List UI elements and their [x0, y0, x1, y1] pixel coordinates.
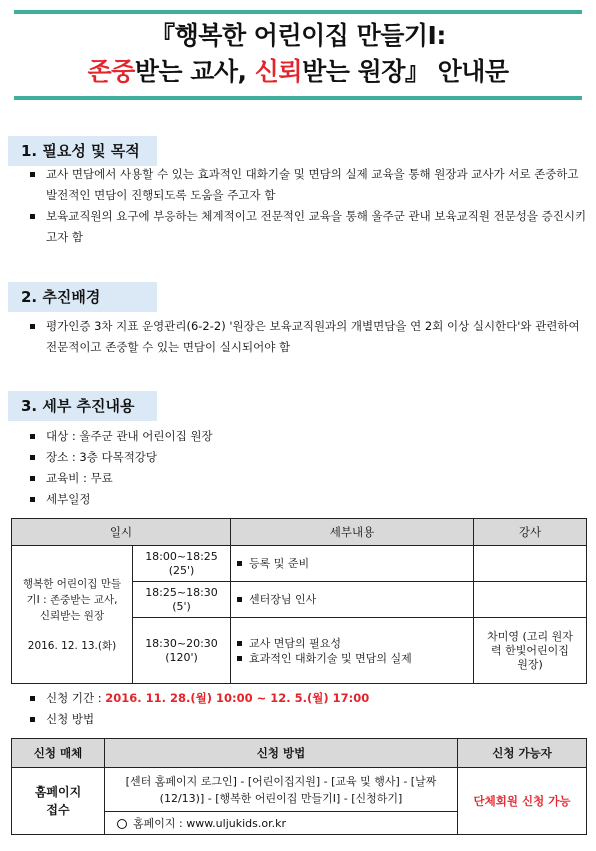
homepage-link[interactable]: www.uljukids.or.kr [186, 817, 287, 830]
title-text-b: 받는 원장』 안내문 [302, 57, 509, 86]
instructor-cell [474, 582, 587, 618]
square-bullet-icon [30, 324, 35, 329]
apply-eligible-cell: 단체회원 신청 가능 [458, 768, 587, 835]
application-table [11, 738, 587, 835]
circle-bullet-icon [117, 819, 127, 829]
apply-header-eligible: 신청 가능자 [458, 739, 587, 768]
apply-medium-cell: 홈페이지 접수 [12, 768, 105, 835]
list-item: 교육비 : 무료 [30, 468, 588, 489]
time-cell: 18:30~20:30 (120') [133, 618, 231, 684]
title-line-2 [0, 54, 596, 90]
list-item: 세부일정 [30, 489, 588, 510]
title-divider [14, 96, 582, 100]
square-bullet-icon [30, 476, 35, 481]
section-heading-details: 3. 세부 추진내용 [8, 391, 157, 421]
page-title [0, 18, 596, 90]
content-cell [231, 582, 474, 618]
content-cell [231, 618, 474, 684]
instructor-cell: 차미영 (고리 원자력 한빛어린이집 원장) [474, 618, 587, 684]
list-item: 효과적인 대화기술 및 면담의 실제 [235, 651, 469, 666]
apply-header-medium: 신청 매체 [12, 739, 105, 768]
event-date: 2016. 12. 13.(화) [27, 639, 117, 652]
list-item: 대상 : 울주군 관내 어린이집 원장 [30, 426, 588, 447]
event-name: 행복한 어린이집 만들기Ⅰ : 존중받는 교사, 신뢰받는 원장 [23, 577, 121, 622]
schedule-table [11, 518, 587, 684]
application-method: 신청 방법 [30, 709, 588, 730]
time-cell: 18:00~18:25 (25') [133, 546, 231, 582]
square-bullet-icon [30, 717, 35, 722]
content-cell [231, 546, 474, 582]
table-row [12, 768, 587, 812]
square-bullet-icon [30, 455, 35, 460]
square-bullet-icon [237, 597, 242, 602]
schedule-header-datetime: 일시 [12, 519, 231, 546]
square-bullet-icon [30, 696, 35, 701]
background-list [30, 316, 588, 358]
title-trust: 신뢰 [254, 57, 303, 86]
top-divider [14, 10, 582, 14]
list-item: 보육교직원의 요구에 부응하는 체계적이고 전문적인 교육을 통해 울주군 관내 보육교직원 전문성을 증진시키고자 함 [30, 206, 588, 248]
purpose-list [30, 164, 588, 248]
title-text-a: 받는 교사, [134, 57, 255, 86]
homepage-cell: 홈페이지 : www.uljukids.or.kr [105, 812, 458, 835]
title-line-1: 『행복한 어린이집 만들기Ⅰ: [150, 21, 446, 50]
square-bullet-icon [237, 656, 242, 661]
application-period-value: 2016. 11. 28.(월) 10:00 ~ 12. 5.(월) 17:00 [105, 691, 370, 705]
list-item: 장소 : 3층 다목적강당 [30, 447, 588, 468]
details-list [30, 426, 588, 510]
time-cell: 18:25~18:30 (5') [133, 582, 231, 618]
application-period: 신청 기간 : 2016. 11. 28.(월) 10:00 ~ 12. 5.(월) 17:00 [30, 688, 588, 709]
section-heading-purpose: 1. 필요성 및 목적 [8, 136, 157, 166]
event-cell [12, 546, 133, 684]
list-item: 센터장님 인사 [235, 592, 469, 607]
table-row [12, 546, 587, 582]
list-item: 평가인증 3차 지표 운영관리(6-2-2) '원장은 보육교직원과의 개별면담을 연 2회 이상 실시한다'와 관련하여 전문적이고 존중할 수 있는 면담이 실시되어야 함 [30, 316, 588, 358]
square-bullet-icon [30, 214, 35, 219]
apply-header-method: 신청 방법 [105, 739, 458, 768]
square-bullet-icon [30, 434, 35, 439]
list-item: 교사 면담에서 사용할 수 있는 효과적인 대화기술 및 면담의 실제 교육을 통해 원장과 교사가 서로 존중하고 발전적인 면담이 진행되도록 도움을 주고자 함 [30, 164, 588, 206]
section-heading-background: 2. 추진배경 [8, 282, 157, 312]
list-item: 교사 면담의 필요성 [235, 636, 469, 651]
square-bullet-icon [30, 497, 35, 502]
square-bullet-icon [237, 561, 242, 566]
square-bullet-icon [237, 641, 242, 646]
schedule-header-content: 세부내용 [231, 519, 474, 546]
apply-path-cell: [센터 홈페이지 로그인] - [어린이집지원] - [교육 및 행사] - [날짜 (12/13)] - [행복한 어린이집 만들기Ⅰ] - [신청하기] [105, 768, 458, 812]
application-info [30, 688, 588, 730]
title-respect: 존중 [87, 57, 135, 86]
schedule-header-instructor: 강사 [474, 519, 587, 546]
list-item: 등록 및 준비 [235, 556, 469, 571]
instructor-cell [474, 546, 587, 582]
square-bullet-icon [30, 172, 35, 177]
